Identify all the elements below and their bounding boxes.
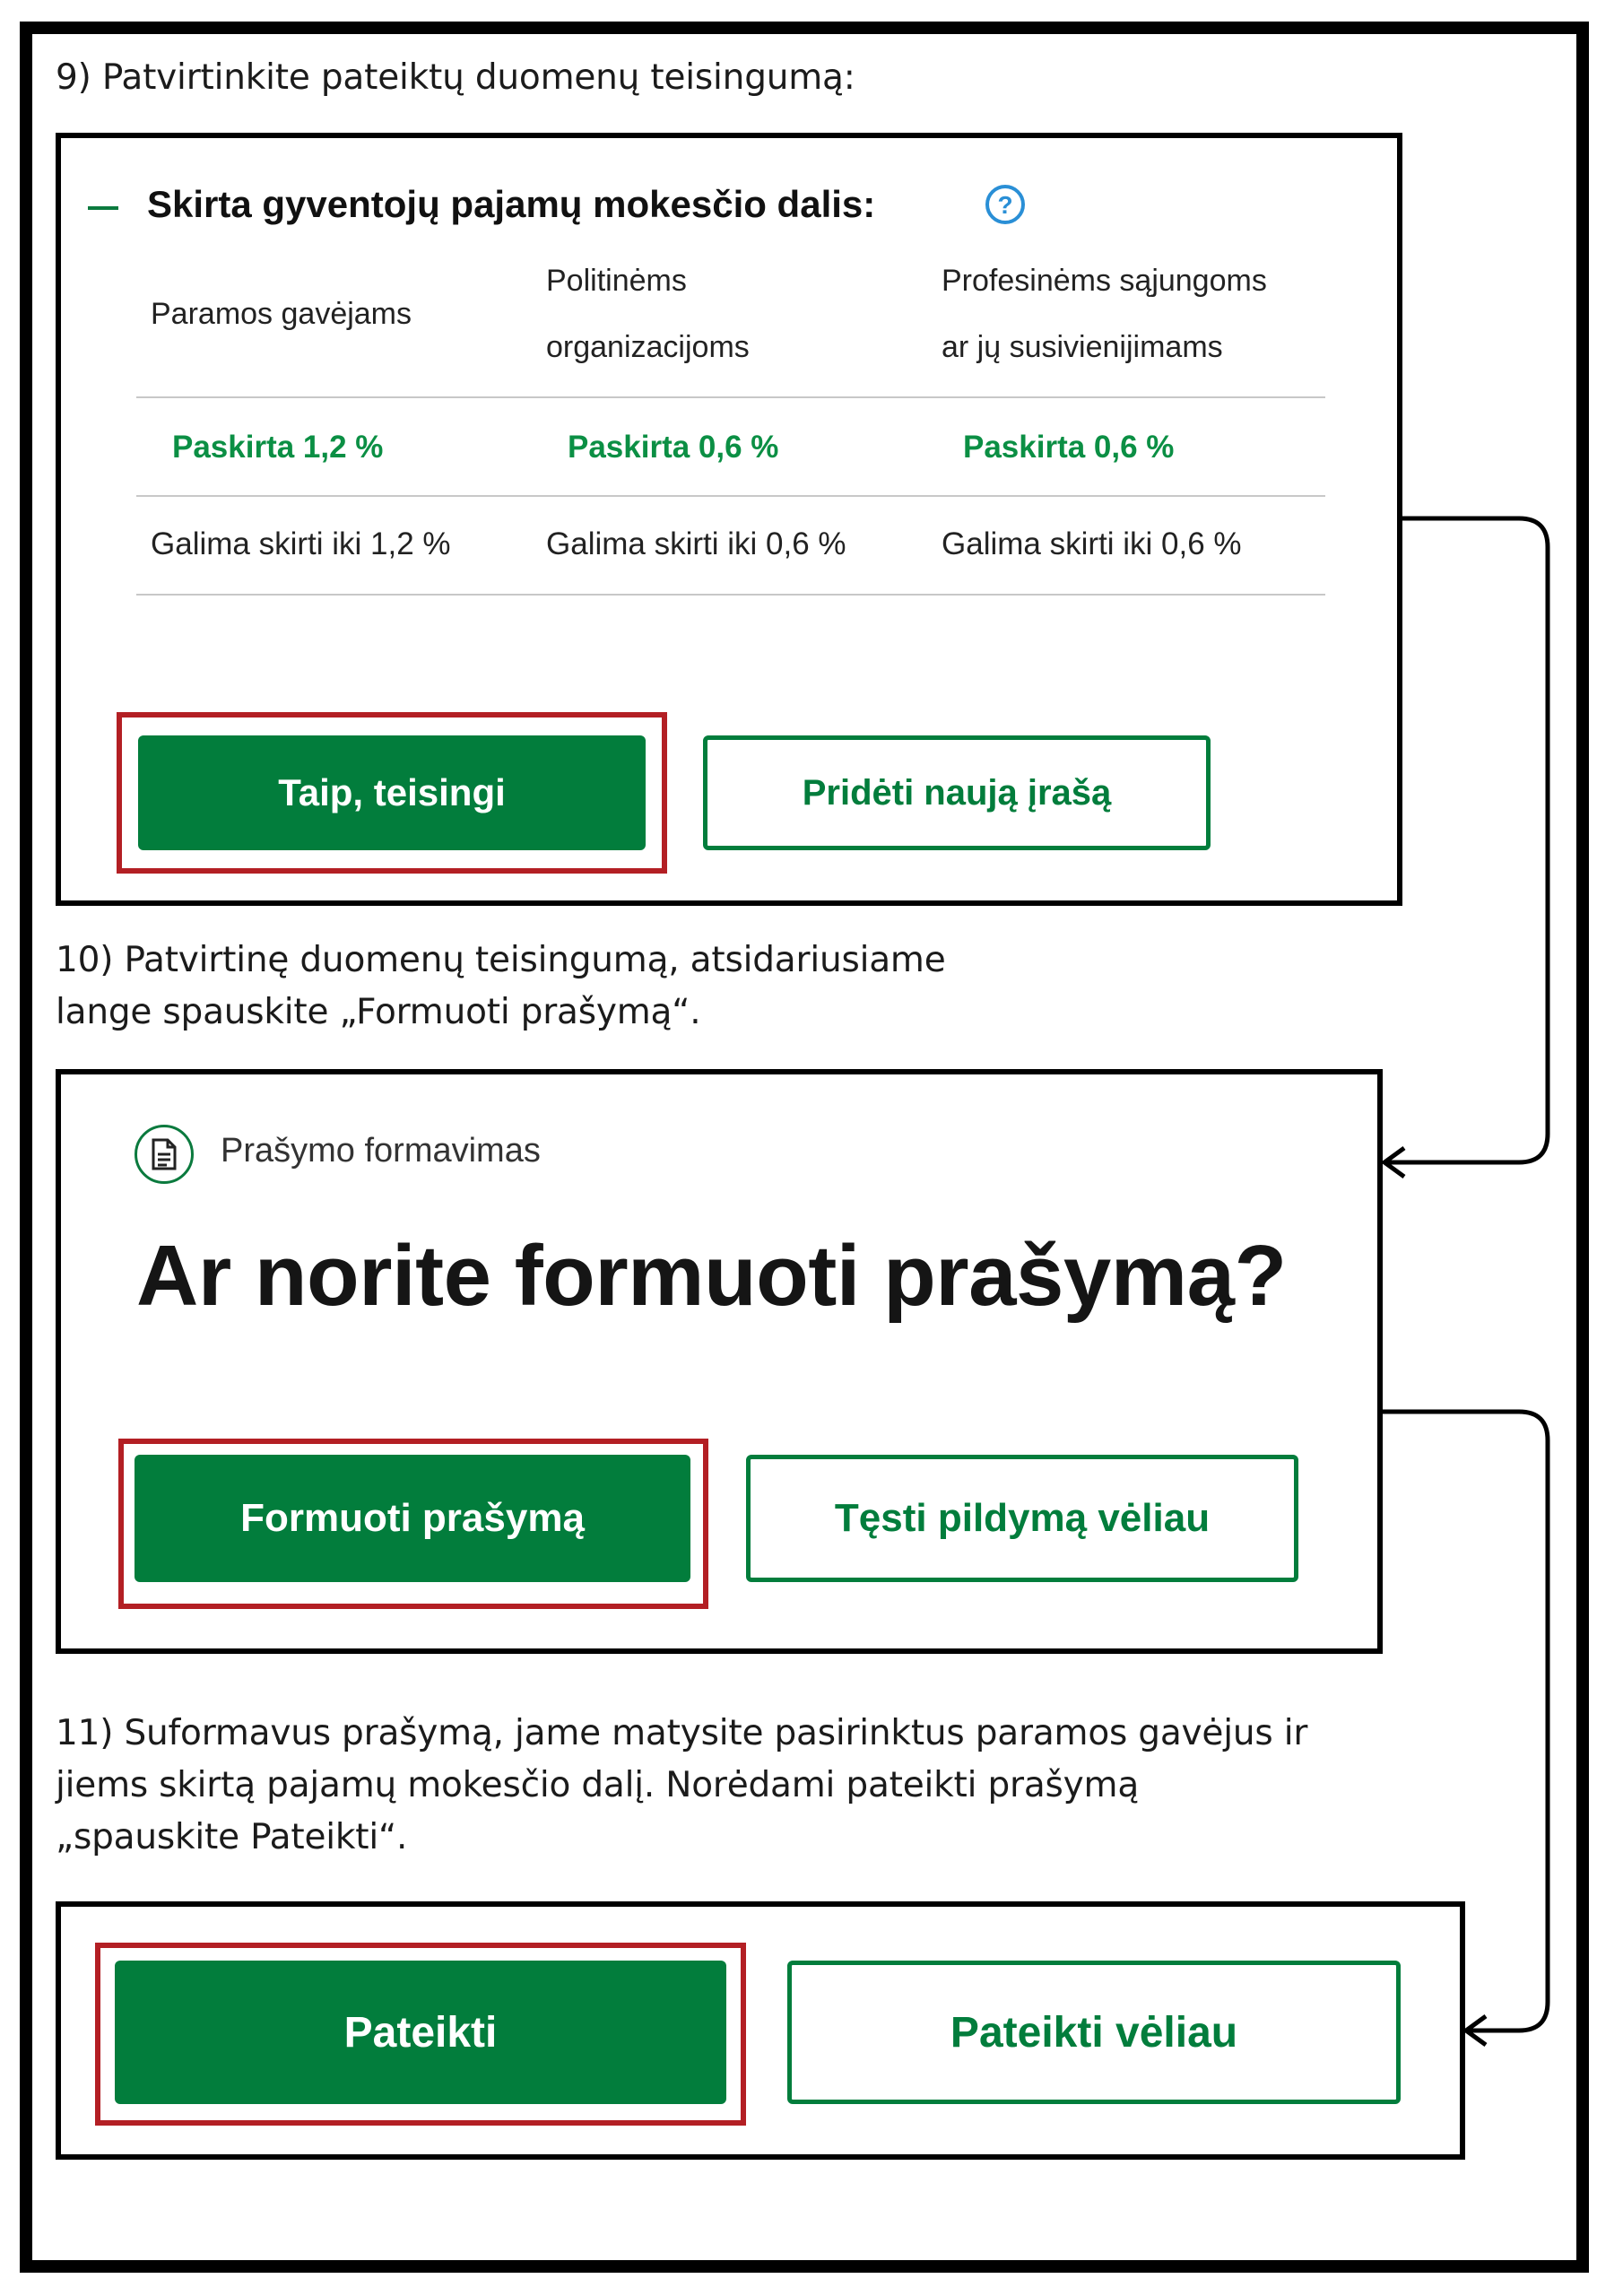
tax-share-title-text: Skirta gyventojų pajamų mokesčio dalis: [147,183,876,225]
column-header-recipients-text: Paramos gavėjams [151,297,412,331]
column-header-unions-line1: Profesinėms sąjungoms [942,264,1267,298]
available-unions: Galima skirti iki 0,6 % [942,526,1242,561]
available-political: Galima skirti iki 0,6 % [546,526,846,561]
confirm-correct-button[interactable]: Taip, teisingi [138,735,646,850]
submit-later-button[interactable]: Pateikti vėliau [787,1961,1401,2104]
available-recipients: Galima skirti iki 1,2 % [151,526,451,561]
dialog-label: Prašymo formavimas [221,1132,541,1170]
column-header-political-line2: organizacijoms [546,330,750,364]
step-10-line2: lange spauskite „Formuoti prašymą“. [56,992,701,1032]
step-9-instruction: 9) Patvirtinkite pateiktų duomenų teisingumą: [56,57,855,98]
question-icon[interactable]: ? [985,185,1025,224]
assigned-political: Paskirta 0,6 % [568,430,779,465]
column-header-political-line1: Politinėms [546,264,687,298]
step-11-line3: „spauskite Pateikti“. [56,1817,408,1857]
column-header-unions-line2: ar jų susivienijimams [942,330,1223,364]
arrow-step9-to-step10 [1384,518,1548,1177]
step-11-line1: 11) Suformavus prašymą, jame matysite pasirinktus paramos gavėjus ir [56,1713,1308,1753]
continue-later-button[interactable]: Tęsti pildymą vėliau [746,1455,1298,1582]
step-10-line1: 10) Patvirtinę duomenų teisingumą, atsidariusiame [56,940,946,980]
assigned-recipients: Paskirta 1,2 % [172,430,384,465]
assigned-unions: Paskirta 0,6 % [963,430,1175,465]
arrow-step10-to-step11 [1383,1412,1548,2045]
submit-button[interactable]: Pateikti [115,1961,726,2104]
form-request-button[interactable]: Formuoti prašymą [135,1455,690,1582]
step-11-line2: jiems skirtą pajamų mokesčio dalį. Norėdami pateikti prašymą [56,1765,1140,1805]
add-new-entry-button[interactable]: Pridėti naują įrašą [703,735,1211,850]
dialog-heading: Ar norite formuoti prašymą? [136,1228,1287,1324]
